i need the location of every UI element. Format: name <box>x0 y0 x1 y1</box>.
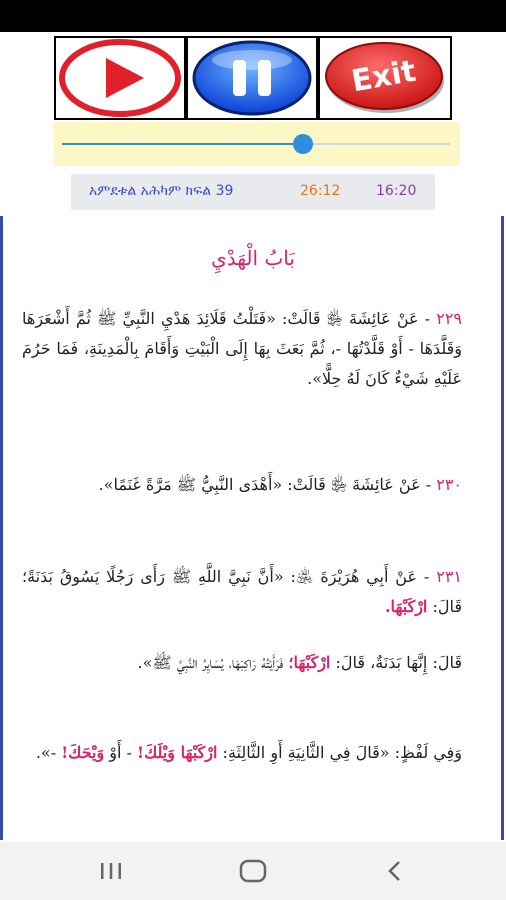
page-border-left <box>0 216 3 840</box>
page-border-right <box>501 216 504 840</box>
pause-button[interactable] <box>188 38 316 118</box>
hadith-number: ٢٣١ <box>436 567 462 586</box>
home-icon <box>233 856 273 886</box>
chapter-title: بَابُ الْهَدْيِ <box>211 246 295 270</box>
svg-text:Exit: Exit <box>348 53 419 100</box>
highlighted-phrase: وَيْحَكَ! <box>61 743 105 762</box>
hadith-number: ٢٣٠ <box>436 475 462 494</box>
hadith-text: فَرَأَيْتُهُ رَاكِبَهَا، يُسَايِرُ النَّبِيَّ ﷺ». <box>137 653 289 672</box>
hadith-text: وَفِي لَفْظٍ: «قَالَ فِي الثَّانِيَةِ أَوِ الثَّالِثَةِ: <box>217 743 462 762</box>
hadith-text: - عَنْ عَائِشَةَ ﵂ قَالَتْ: «فَتَلْتُ قَلَائِدَ هَدْيِ النَّبِيِّ ﷺ ثُمَّ أَشْعَرَهَا وَقَلَّدَهَا - أَوْ قَلَّدْتُهَا -، ثُمَّ بَعَثَ بِهَا إِلَى الْبَيْتِ وَأَقَامَ بِالْمَدِينَةِ، فَمَا حَرُمَ عَلَيْهِ شَيْءٌ كَانَ لَهُ حِلًّا». <box>22 309 462 388</box>
hadith-paragraph <box>22 648 462 678</box>
elapsed-time: 26:12 <box>300 183 341 199</box>
track-title: አምደቱል አሕካም ክፍል 39 <box>89 183 234 199</box>
seek-thumb[interactable] <box>293 134 313 154</box>
status-bar <box>0 0 506 32</box>
hadith-text: - عَنْ عَائِشَةَ ﵂ قَالَتْ: «أَهْدَى النَّبِيُّ ﷺ مَرَّةً غَنَمًا». <box>98 475 437 494</box>
hadith-text: - أَوْ <box>104 743 138 762</box>
highlighted-phrase: ارْكَبْهَا. <box>384 597 428 616</box>
system-nav-bar <box>0 842 506 900</box>
highlighted-phrase: ارْكَبْهَا وَيْلَكَ! <box>137 743 218 762</box>
seek-bar[interactable] <box>54 122 460 166</box>
total-time: 16:20 <box>376 183 417 199</box>
seek-progress <box>62 143 303 145</box>
pause-icon <box>188 38 316 118</box>
seek-track <box>62 143 450 145</box>
hadith-paragraph <box>22 470 462 500</box>
hadith-paragraph <box>22 738 462 768</box>
hadith-paragraph <box>22 304 462 394</box>
hadith-paragraph <box>22 562 462 622</box>
play-button[interactable] <box>56 38 184 118</box>
highlighted-phrase: ارْكَبْهَا؛ <box>288 653 331 672</box>
hadith-text: قَالَ: إِنَّهَا بَدَنَةٌ، قَالَ: <box>330 653 462 672</box>
back-button[interactable] <box>374 856 414 886</box>
hadith-text: -». <box>35 743 62 762</box>
exit-button[interactable] <box>320 38 450 118</box>
hadith-text: - عَنْ أَبِي هُرَيْرَةَ ﵁: «أَنَّ نَبِيَّ اللَّهِ ﷺ رَأَى رَجُلًا يَسُوقُ بَدَنَةً؛ قَالَ: <box>22 567 462 616</box>
play-icon <box>56 38 184 118</box>
exit-icon <box>320 38 450 118</box>
recents-button[interactable] <box>91 856 131 886</box>
track-info <box>71 174 435 210</box>
player-controls <box>54 36 452 120</box>
back-icon <box>374 856 414 886</box>
home-button[interactable] <box>233 856 273 886</box>
hadith-number: ٢٢٩ <box>436 309 462 328</box>
recents-icon <box>91 856 131 886</box>
